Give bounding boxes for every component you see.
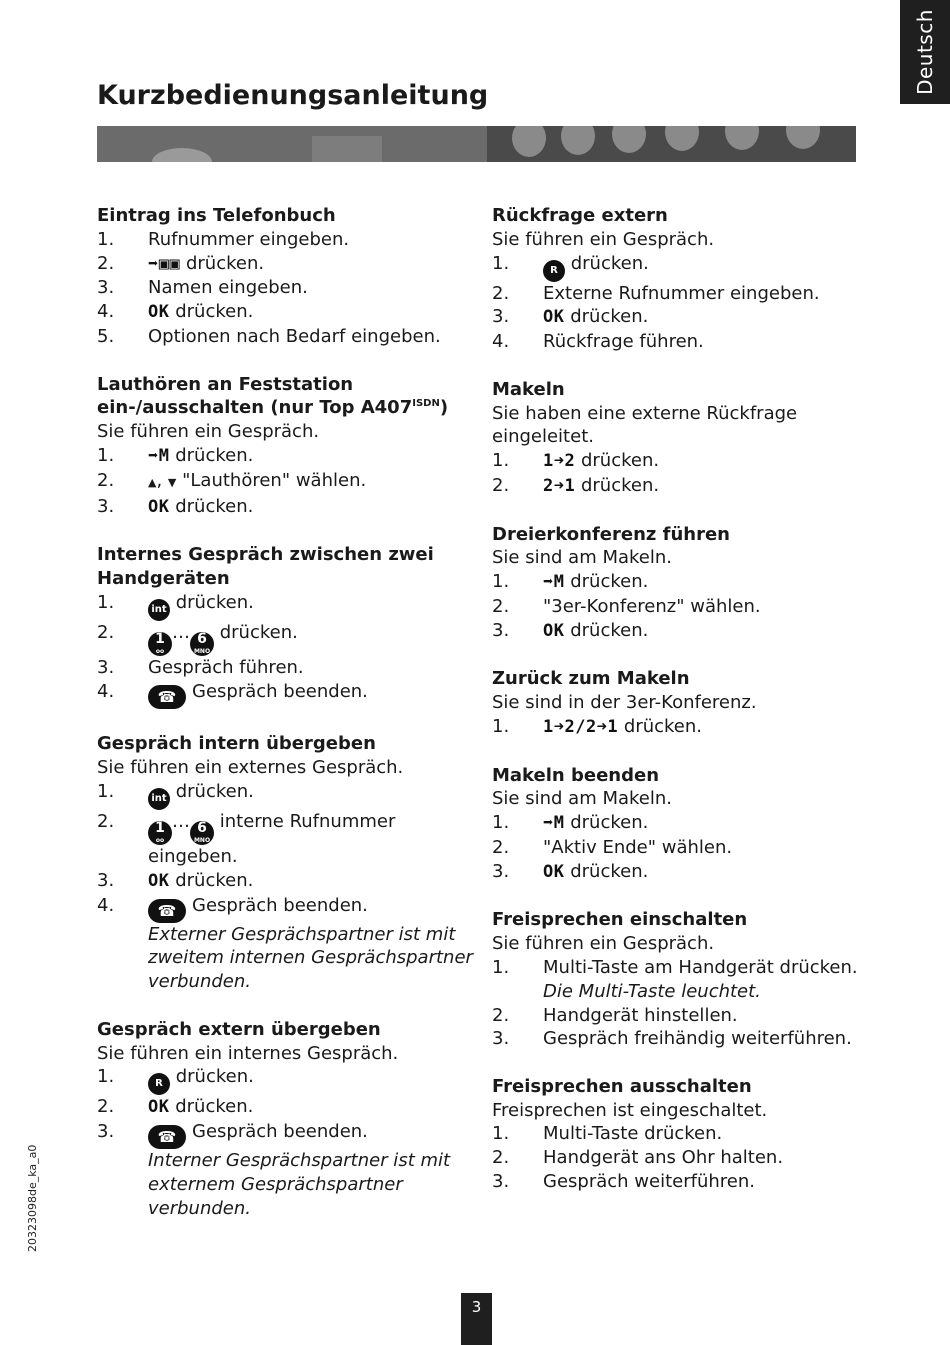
list-item: 2. ➡▣▣ drücken. <box>97 252 265 274</box>
list-item: 3. Gespräch führen. <box>97 656 304 678</box>
ok-display-key-icon: OK <box>148 302 170 323</box>
swap-1-2-display-key-icon: 1➜2 <box>543 451 576 472</box>
section-title: Makeln <box>492 378 565 400</box>
section-intro: Sie führen ein Gespräch. <box>97 421 320 443</box>
document-code: 20323098de_ka_a0 <box>26 1144 39 1252</box>
section-title: Freisprechen einschalten <box>492 909 748 931</box>
section-intro: Sie führen ein internes Gespräch. <box>97 1042 399 1064</box>
section-title: Freisprechen ausschalten <box>492 1075 752 1097</box>
section-intro: Sie sind in der 3er-Konferenz. <box>492 692 757 714</box>
section-intro: Sie sind am Makeln. <box>492 547 672 569</box>
list-item: 3. OK drücken. <box>97 495 254 517</box>
list-item: 2. ▲, ▼ "Lauthören" wählen. <box>97 469 367 491</box>
section-dreierkonferenz <box>492 523 872 644</box>
right-column <box>492 204 872 1218</box>
list-item: 2. 1 oo … 6 MNO interne Rufnummer eingeben. <box>97 810 396 867</box>
end-call-key-icon: ☎ <box>148 685 186 709</box>
section-title: Eintrag ins Telefonbuch <box>97 205 336 226</box>
list-item: 2. 1 oo … 6 MNO drücken. <box>97 621 298 655</box>
list-item: 2. "Aktiv Ende" wählen. <box>492 836 733 858</box>
section-lauthoeren <box>97 373 477 520</box>
key-1-icon: 1 oo <box>148 632 172 656</box>
list-item: 4. Rückfrage führen. <box>492 331 704 353</box>
result-note: Die Multi-Taste leuchtet. <box>543 980 761 1002</box>
list-item: 2. Externe Rufnummer eingeben. <box>492 282 820 304</box>
result-note: Externer Gesprächspartner ist mit zweitem internen Gesprächspartner verbunden. <box>148 923 473 993</box>
list-item: 1. int drücken. <box>97 780 477 810</box>
r-key-icon: R <box>148 1073 170 1095</box>
list-item: 1. ➡M drücken. <box>492 571 649 593</box>
menu-display-key-icon: ➡M <box>543 572 565 593</box>
section-zurueck-makeln <box>492 667 872 739</box>
list-item: 2. Handgerät ans Ohr halten. <box>492 1147 784 1169</box>
section-intro: Sie führen ein externes Gespräch. <box>97 757 404 779</box>
list-item: 1. R drücken. <box>97 1065 477 1095</box>
section-title: Gespräch intern übergeben <box>97 733 376 755</box>
page-number: 3 <box>461 1293 492 1345</box>
list-item: 3. Gespräch freihändig weiterführen. <box>492 1028 852 1050</box>
up-arrow-icon: ▲ <box>148 475 157 489</box>
section-freisprechen-ein <box>492 908 872 1051</box>
section-title: Gespräch extern übergeben <box>97 1018 381 1040</box>
list-item: 4. ☎ Gespräch beenden. <box>97 680 477 709</box>
section-makeln-beenden <box>492 764 872 885</box>
result-note: Interner Gesprächspartner ist mit externem Gesprächspartner verbunden. <box>148 1150 451 1219</box>
section-title: Zurück zum Makeln <box>492 668 690 690</box>
list-item: 1. 1➜2/2➜1 drücken. <box>492 715 703 737</box>
end-call-key-icon: ☎ <box>148 1125 186 1149</box>
list-item: 3. Gespräch weiterführen. <box>492 1171 755 1193</box>
menu-display-key-icon: ➡M <box>543 813 565 834</box>
list-item: 1. int drücken. <box>97 591 477 621</box>
ok-display-key-icon: OK <box>148 496 170 517</box>
list-item: 1. R drücken. <box>492 252 872 282</box>
list-item: 1. Rufnummer eingeben. <box>97 228 350 250</box>
int-key-icon: int <box>148 599 170 621</box>
section-intro: Sie haben eine externe Rückfrage eingeleitet. <box>492 402 798 448</box>
section-title: Rückfrage extern <box>492 205 668 226</box>
language-tab <box>900 0 950 104</box>
key-6-icon: 6 MNO <box>190 632 214 656</box>
list-item: 1. 1➜2 drücken. <box>492 450 660 472</box>
list-item: 3. OK drücken. <box>97 869 254 891</box>
menu-display-key-icon: ➡M <box>148 445 170 466</box>
list-item: 3. ☎ Gespräch beenden. <box>97 1120 477 1149</box>
section-title: Internes Gespräch zwischen zwei Handgeräten <box>97 544 434 589</box>
section-intro: Sie führen ein Gespräch. <box>492 228 715 250</box>
section-intro: Freisprechen ist eingeschaltet. <box>492 1099 768 1121</box>
list-item: 1. ➡M drücken. <box>492 812 649 834</box>
list-item: 2. 2➜1 drücken. <box>492 474 660 496</box>
section-title: Dreierkonferenz führen <box>492 523 730 545</box>
phonebook-display-key-icon: ➡▣▣ <box>148 253 181 274</box>
section-title: Lauthören an Feststation ein-/ausschalten (nur Top $A407^{ISDN}$) <box>97 373 449 419</box>
phone-banner-image <box>97 126 856 162</box>
section-telefonbuch <box>97 204 477 349</box>
section-extern-uebergeben <box>97 1018 477 1221</box>
ok-display-key-icon: OK <box>543 861 565 882</box>
r-key-icon: R <box>543 260 565 282</box>
list-item: 3. Namen eingeben. <box>97 277 308 299</box>
int-key-icon: int <box>148 788 170 810</box>
ok-display-key-icon: OK <box>543 307 565 328</box>
section-intro: Sie sind am Makeln. <box>492 788 672 810</box>
down-arrow-icon: ▼ <box>167 475 177 489</box>
list-item: 1. Multi-Taste drücken. <box>492 1123 723 1145</box>
list-item: 4. OK drücken. <box>97 301 254 323</box>
page-title: Kurzbedienungsanleitung <box>97 80 489 111</box>
list-item: 5. Optionen nach Bedarf eingeben. <box>97 325 441 347</box>
section-intro: Sie führen ein Gespräch. <box>492 933 715 955</box>
list-item: 2. "3er-Konferenz" wählen. <box>492 595 761 617</box>
section-rueckfrage <box>492 204 872 354</box>
list-item: 3. OK drücken. <box>492 306 649 328</box>
ok-display-key-icon: OK <box>543 620 565 641</box>
end-call-key-icon: ☎ <box>148 899 186 923</box>
list-item: 3. OK drücken. <box>492 860 649 882</box>
list-item: 1. ➡M drücken. <box>97 444 254 466</box>
section-title: Makeln beenden <box>492 764 660 786</box>
section-internes-gespraech <box>97 543 477 708</box>
left-column <box>97 204 477 1244</box>
list-item: 1. Multi-Taste am Handgerät drücken. <box>492 956 858 978</box>
section-intern-uebergeben <box>97 732 477 994</box>
list-item: 2. OK drücken. <box>97 1096 254 1118</box>
language-label: Deutsch <box>913 9 938 95</box>
swap-display-key-icon: 1➜2/2➜1 <box>543 716 619 737</box>
swap-2-1-display-key-icon: 2➜1 <box>543 475 576 496</box>
list-item: 2. Handgerät hinstellen. <box>492 1004 738 1026</box>
key-6-icon: 6 MNO <box>190 821 214 845</box>
section-makeln <box>492 378 872 499</box>
list-item: 4. ☎ Gespräch beenden. <box>97 894 477 923</box>
ok-display-key-icon: OK <box>148 1097 170 1118</box>
key-1-icon: 1 oo <box>148 821 172 845</box>
section-freisprechen-aus <box>492 1075 872 1194</box>
ok-display-key-icon: OK <box>148 870 170 891</box>
list-item: 3. OK drücken. <box>492 619 649 641</box>
